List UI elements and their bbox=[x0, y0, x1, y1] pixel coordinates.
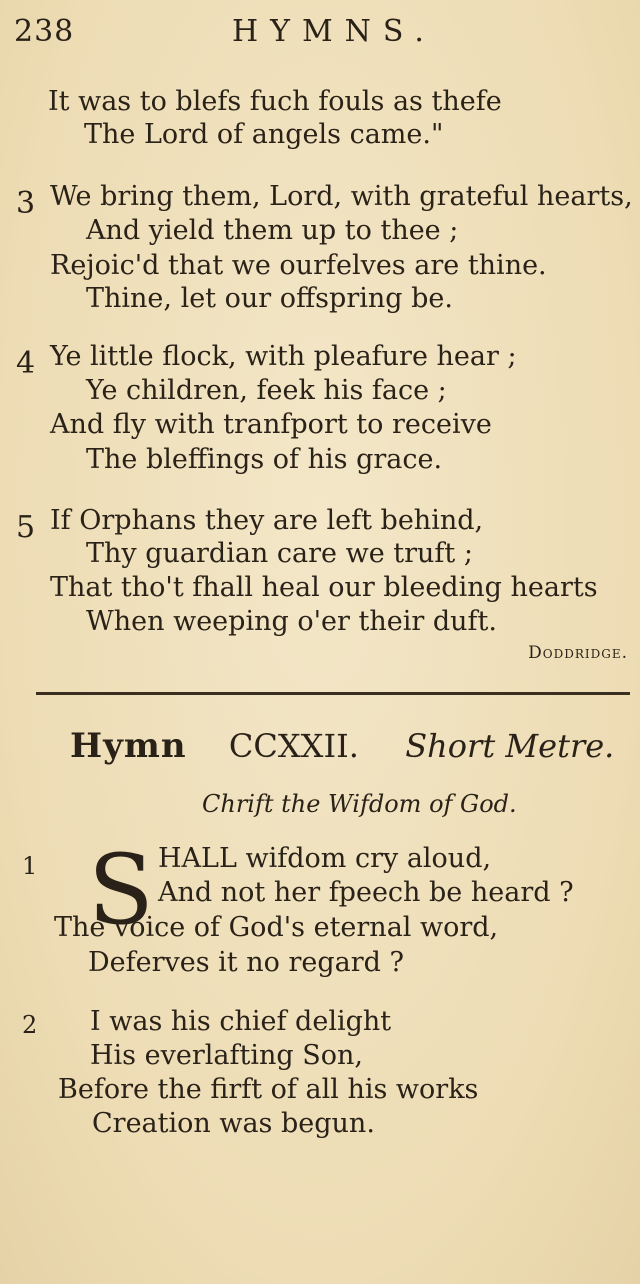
verse-line: When weeping o'er their duft. bbox=[86, 606, 497, 637]
verse-line: And not her fpeech be heard ? bbox=[158, 877, 574, 908]
author-attribution: Doddridge. bbox=[528, 643, 628, 663]
verse-line: And fly with tranfport to receive bbox=[50, 409, 492, 440]
verse-line: If Orphans they are left behind, bbox=[50, 505, 484, 536]
hymn-subtitle: Chrift the Wifdom of God. bbox=[202, 790, 517, 818]
verse-line: Rejoic'd that we ourfelves are thine. bbox=[50, 250, 547, 281]
drop-cap: S bbox=[88, 834, 154, 946]
verse-line: HALL wifdom cry aloud, bbox=[158, 843, 492, 874]
hymn-number: CCXXII. bbox=[228, 727, 359, 765]
stanza-number: 5 bbox=[16, 510, 36, 545]
verse-line: Before the firft of all his works bbox=[58, 1074, 479, 1105]
page-number: 238 bbox=[14, 14, 75, 49]
hymn-heading bbox=[70, 726, 614, 766]
verse-line: His everlafting Son, bbox=[90, 1040, 363, 1071]
stanza-number: 4 bbox=[16, 346, 36, 381]
verse-line: The Lord of angels came." bbox=[84, 119, 444, 150]
verse-line: I was his chief delight bbox=[90, 1006, 392, 1037]
hymn-meter: Short Metre. bbox=[405, 727, 615, 765]
running-head: HYMNS. bbox=[232, 14, 436, 49]
hymn-label: Hymn bbox=[70, 726, 187, 766]
verse-line: That tho't fhall heal our bleeding hearts bbox=[50, 572, 598, 603]
verse-line: Creation was begun. bbox=[92, 1108, 375, 1139]
verse-line: Thy guardian care we truft ; bbox=[86, 538, 473, 569]
stanza-number: 1 bbox=[22, 852, 38, 880]
stanza-number: 3 bbox=[16, 186, 36, 221]
verse-line: Ye children, feek his face ; bbox=[86, 375, 447, 406]
verse-line: Thine, let our offspring be. bbox=[86, 283, 453, 314]
verse-line: It was to blefs fuch fouls as thefe bbox=[48, 86, 502, 117]
verse-line: The bleffings of his grace. bbox=[86, 444, 443, 475]
verse-line: And yield them up to thee ; bbox=[86, 215, 459, 246]
section-divider bbox=[36, 692, 630, 695]
verse-line: Deferves it no regard ? bbox=[88, 947, 404, 978]
stanza-number: 2 bbox=[22, 1011, 38, 1039]
verse-line: We bring them, Lord, with grateful hearts, bbox=[50, 181, 633, 212]
verse-line: The voice of God's eternal word, bbox=[54, 912, 499, 943]
verse-line: Ye little flock, with pleafure hear ; bbox=[50, 341, 517, 372]
